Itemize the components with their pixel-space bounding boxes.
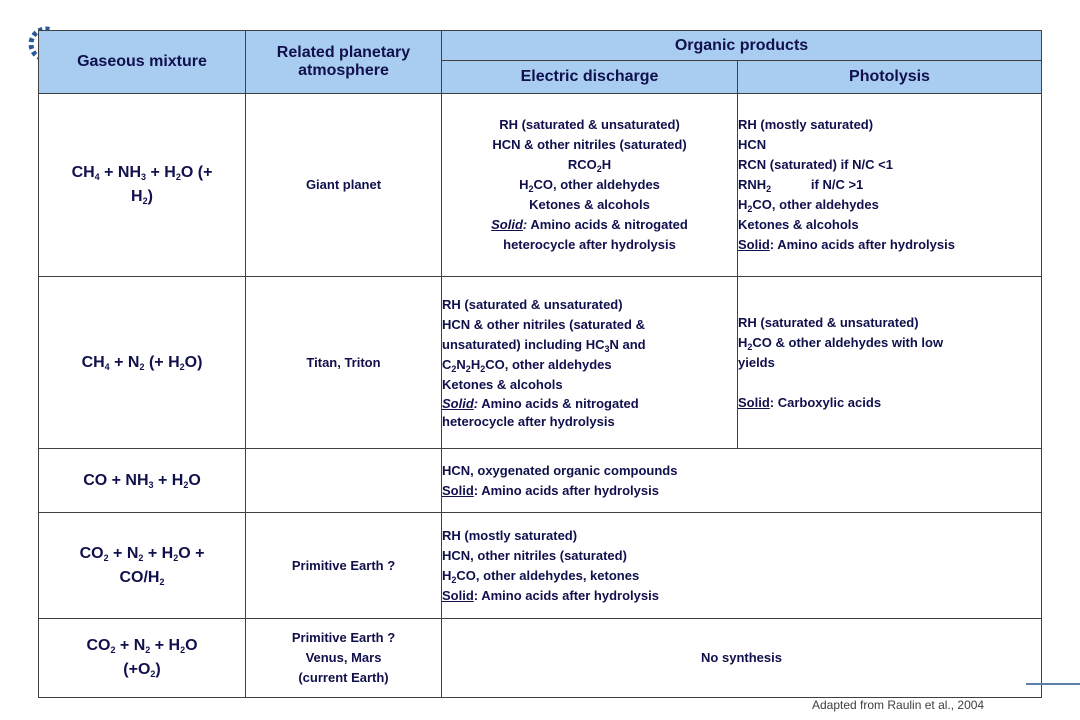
- gas-mixture-text: CO + $NH_3 + H_2O$: [83, 471, 201, 490]
- atmosphere-cell: Giant planet: [246, 94, 442, 277]
- product-line: $RCO_2H$: [567, 157, 612, 174]
- product-line: RH (mostly saturated): [442, 527, 578, 543]
- gas-mixture-text: $CH_4 + NH_3 + H_2O$ (+ $H_2$): [71, 164, 213, 206]
- header-gaseous-mixture: Gaseous mixture: [39, 31, 246, 94]
- electric-discharge-cell: [442, 277, 738, 449]
- gas-mixture-text: $CO_2 + N_2 + H_2O$ $(+O_2)$: [86, 637, 198, 679]
- no-synthesis-text: No synthesis: [701, 650, 782, 665]
- electric-discharge-cell: [442, 94, 738, 277]
- product-line-solid: Solid: Amino acids after hydrolysis: [442, 587, 659, 603]
- gas-mixture-cell: [39, 513, 246, 619]
- product-line-solid: Solid: Amino acids after hydrolysis: [738, 237, 955, 252]
- header-organic-products: Organic products: [442, 31, 1042, 61]
- table-row: [39, 277, 1042, 449]
- atmosphere-line: (current Earth): [298, 670, 389, 685]
- organic-products-merged-cell: [442, 449, 1042, 513]
- product-line: $H_2CO$, other aldehydes, ketones: [442, 567, 640, 585]
- product-line: HCN & other nitriles (saturated): [492, 137, 687, 152]
- atmosphere-cell: [246, 449, 442, 513]
- product-line: Ketones & alcohols: [529, 197, 650, 212]
- atmosphere-line: Primitive Earth ?: [291, 630, 396, 645]
- product-line: RCN (saturated) if N/C <1: [738, 157, 893, 172]
- organic-products-merged-cell: [442, 619, 1042, 698]
- product-line: RH (saturated & unsaturated): [499, 117, 680, 132]
- product-line: Ketones & alcohols: [738, 217, 859, 232]
- product-line: HCN, other nitriles (saturated): [442, 547, 627, 563]
- product-line: Ketones & alcohols: [442, 376, 563, 392]
- product-line: $H_2CO$ & other aldehydes with low yields: [738, 334, 944, 370]
- gas-mixture-cell: [39, 94, 246, 277]
- atmosphere-cell: Primitive Earth ?: [246, 513, 442, 619]
- table-row: [39, 449, 1042, 513]
- table-row: [39, 513, 1042, 619]
- product-line-solid: Solid: Amino acids & nitrogated heterocycle after hydrolysis: [491, 217, 688, 252]
- product-line: $H_2CO$, other aldehydes: [738, 197, 879, 214]
- atmosphere-line: Venus, Mars: [305, 650, 382, 665]
- product-line: RH (saturated & unsaturated): [738, 314, 919, 330]
- atmosphere-cell: Titan, Triton: [246, 277, 442, 449]
- gas-mixture-text: $CH_4 + N_2$ (+ $H_2O$): [81, 353, 203, 372]
- organic-products-table: [38, 30, 1042, 698]
- product-line: $RNH_2$ if N/C >1: [738, 177, 864, 194]
- product-line-solid: Solid: Carboxylic acids: [738, 394, 882, 410]
- organic-products-merged-cell: [442, 513, 1042, 619]
- table-row: [39, 94, 1042, 277]
- header-electric-discharge: Electric discharge: [442, 61, 738, 94]
- gas-mixture-cell: [39, 277, 246, 449]
- photolysis-cell: [738, 277, 1042, 449]
- product-line: RH (saturated & unsaturated): [442, 296, 623, 312]
- product-line: HCN & other nitriles (saturated & unsaturated) including $HC_3N$ and $C_2N_2H_2CO$, other aldehydes: [442, 316, 646, 374]
- header-photolysis: Photolysis: [738, 61, 1042, 94]
- source-caption: Adapted from Raulin et al., 2004: [812, 698, 985, 712]
- gas-mixture-cell: [39, 619, 246, 698]
- product-line: HCN, oxygenated organic compounds: [442, 462, 678, 478]
- product-line: RH (mostly saturated): [738, 117, 874, 132]
- gas-mixture-cell: [39, 449, 246, 513]
- atmosphere-cell: [246, 619, 442, 698]
- photolysis-cell: [738, 94, 1042, 277]
- product-line: $H_2CO$, other aldehydes: [519, 177, 660, 194]
- product-line-solid: Solid: Amino acids after hydrolysis: [442, 482, 659, 498]
- header-planetary-atmosphere: Related planetary atmosphere: [246, 31, 442, 94]
- decorative-rule: [1026, 683, 1080, 685]
- product-line-solid: Solid: Amino acids & nitrogated heterocycle after hydrolysis: [442, 395, 639, 429]
- product-line: HCN: [738, 137, 767, 152]
- gas-mixture-text: $CO_2 + N_2 + H_2O$ + $CO/H_2$: [79, 544, 205, 587]
- table-row: [39, 619, 1042, 698]
